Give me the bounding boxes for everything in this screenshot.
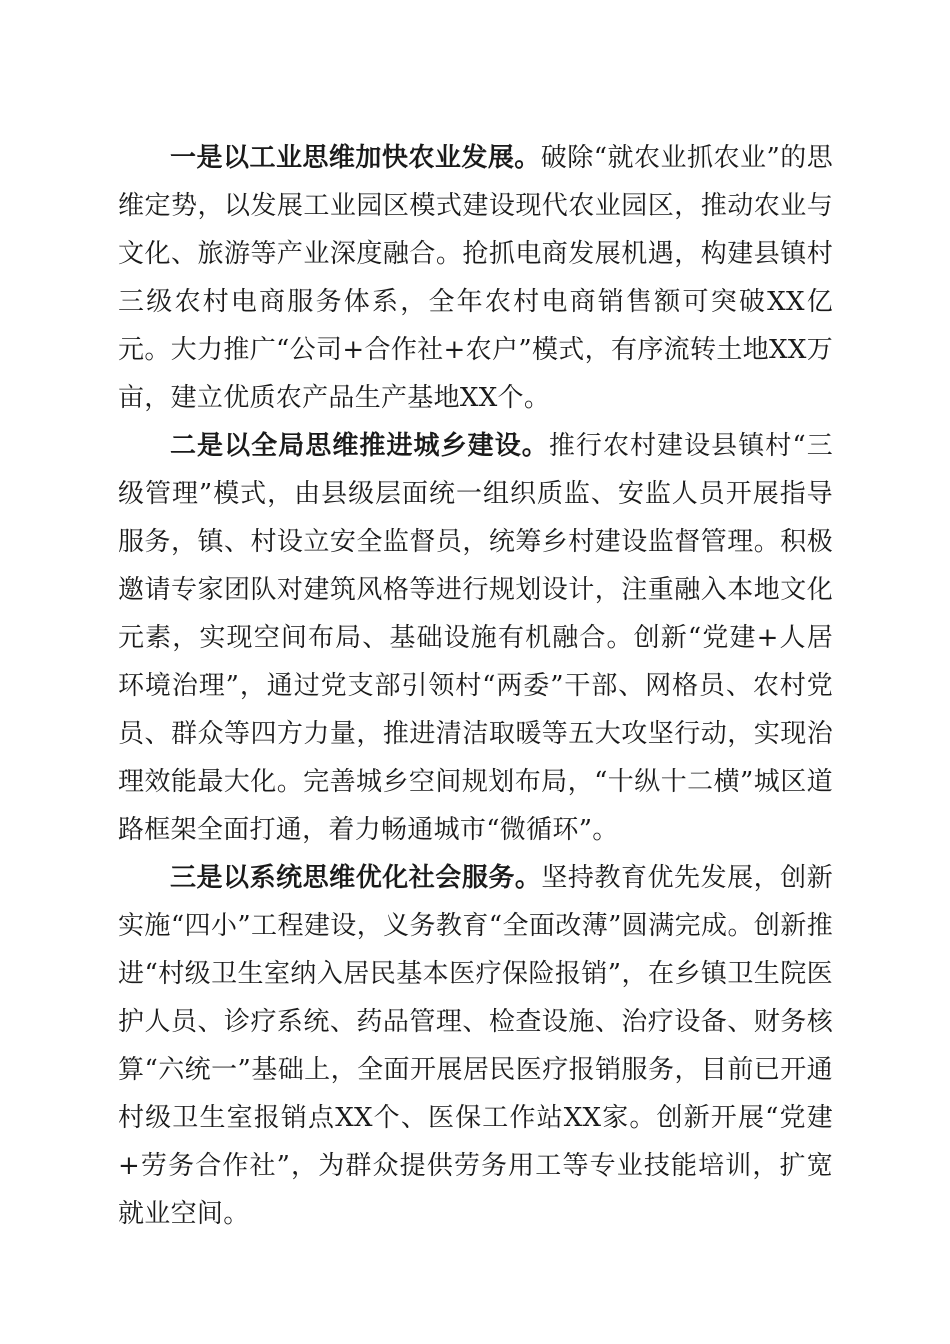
- paragraph-heading: 三是以系统思维优化社会服务。: [170, 863, 542, 893]
- paragraph-urban-rural: [118, 422, 833, 854]
- paragraph-heading: 二是以全局思维推进城乡建设。: [170, 431, 549, 461]
- paragraph-text: 坚持教育优先发展，创新实施“四小”工程建设，义务教育“全面改薄”圆满完成。创新推进“村级卫生室纳入居民基本医疗保险报销”，在乡镇卫生院医护人员、诊疗系统、药品管理、检查设施、治疗设备、财务核算“六统一”基础上，全面开展居民医疗报销服务，目前已开通村级卫生室报销点XX个、医保工作站XX家。创新开展“党建+劳务合作社”，为群众提供劳务用工等专业技能培训，扩宽就业空间。: [118, 863, 833, 1229]
- paragraph-agriculture: [118, 134, 833, 422]
- paragraph-social-services: [118, 854, 833, 1238]
- paragraph-text: 推行农村建设县镇村“三级管理”模式，由县级层面统一组织质监、安监人员开展指导服务，镇、村设立安全监督员，统筹乡村建设监督管理。积极邀请专家团队对建筑风格等进行规划设计，注重融入本地文化元素，实现空间布局、基础设施有机融合。创新“党建+人居环境治理”，通过党支部引领村“两委”干部、网格员、农村党员、群众等四方力量，推进清洁取暖等五大攻坚行动，实现治理效能最大化。完善城乡空间规划布局，“十纵十二横”城区道路框架全面打通，着力畅通城市“微循环”。: [118, 431, 834, 845]
- paragraph-heading: 一是以工业思维加快农业发展。: [170, 143, 541, 173]
- paragraph-text: 破除“就农业抓农业”的思维定势，以发展工业园区模式建设现代农业园区，推动农业与文化、旅游等产业深度融合。抢抓电商发展机遇，构建县镇村三级农村电商服务体系，全年农村电商销售额可突破XX亿元。大力推广“公司+合作社+农户”模式，有序流转土地XX万亩，建立优质农产品生产基地XX个。: [118, 143, 834, 413]
- document-body: [118, 134, 833, 1238]
